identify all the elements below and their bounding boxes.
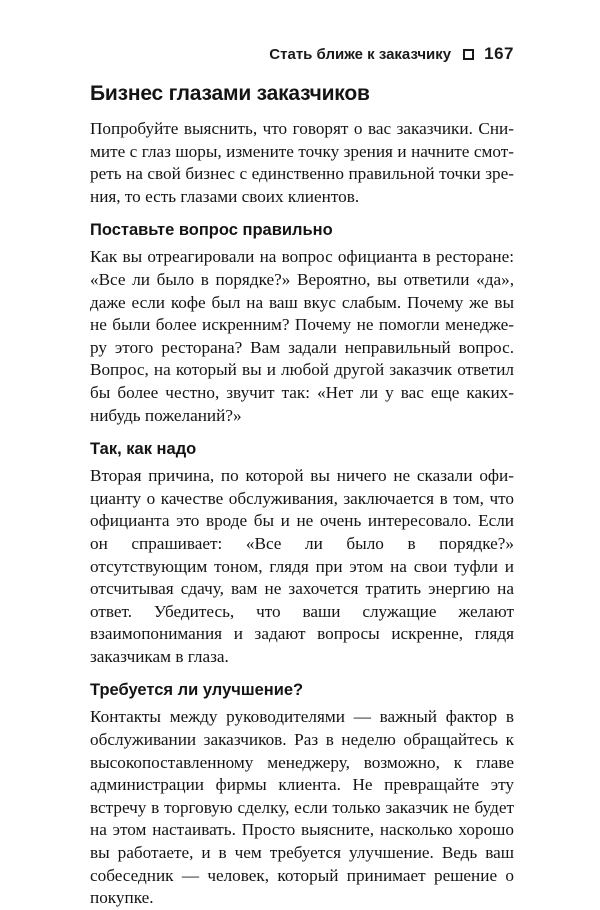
running-title: Стать ближе к заказчику	[269, 45, 452, 63]
section-paragraph: Вторая причина, по которой вы ничего не сказали официанту о качестве обслуживания, заключается в том, что официанта это вроде бы и не очень интересовало. Если он спрашивает: «Все ли было в порядке?» отсутствующим тоном, глядя при этом на свои туфли и отсчитывая сдачу, вам не захочется тратить энергию на ответ. Убедитесь, что ваши служащие желают взаимопонимания и задают вопросы искренне, глядя заказчикам в глаза.	[90, 466, 514, 666]
page-body	[90, 80, 514, 910]
section-paragraph: Контакты между руководителями — важный фактор в обслуживании заказчиков. Раз в неделю обращайтесь к высокопоставленному менеджеру, возможно, к главе администрации фирмы клиента. Не превращайте эту встречу в торговую сделку, если только заказчик не будет на этом настаивать. Просто выясните, насколько хорошо вы работаете, и в чем требуется улучшение. Ведь ваш собеседник — человек, который принимает решение о покупке.	[90, 707, 514, 908]
section-heading: Требуется ли улучшение?	[90, 681, 304, 700]
chapter-title: Бизнес глазами заказчиков	[90, 82, 370, 105]
section-heading: Поставьте вопрос правильно	[90, 221, 333, 240]
section-paragraph: Как вы отреагировали на вопрос официанта в ресторане: «Все ли было в порядке?» Вероятно, вы ответили «да», даже если кофе был на ваш вкус слабым. Почему же вы не были более искренним? Почему не помогли менеджеру этого ресторана? Вам задали неправильный вопрос. Вопрос, на который вы и любой другой заказчик ответил бы более честно, звучит так: «Нет ли у вас еще каких-нибудь пожеланий?»	[90, 247, 514, 425]
hollow-square-icon	[463, 49, 474, 60]
intro-paragraph: Попробуйте выяснить, что говорят о вас заказчики. Снимите с глаз шоры, измените точку зрения и начните смотреть на свой бизнес с единственно правильной точки зрения, то есть глазами своих клиентов.	[90, 119, 514, 206]
section-heading: Так, как надо	[90, 440, 197, 459]
page-number: 167	[484, 44, 514, 63]
running-header	[269, 44, 514, 64]
